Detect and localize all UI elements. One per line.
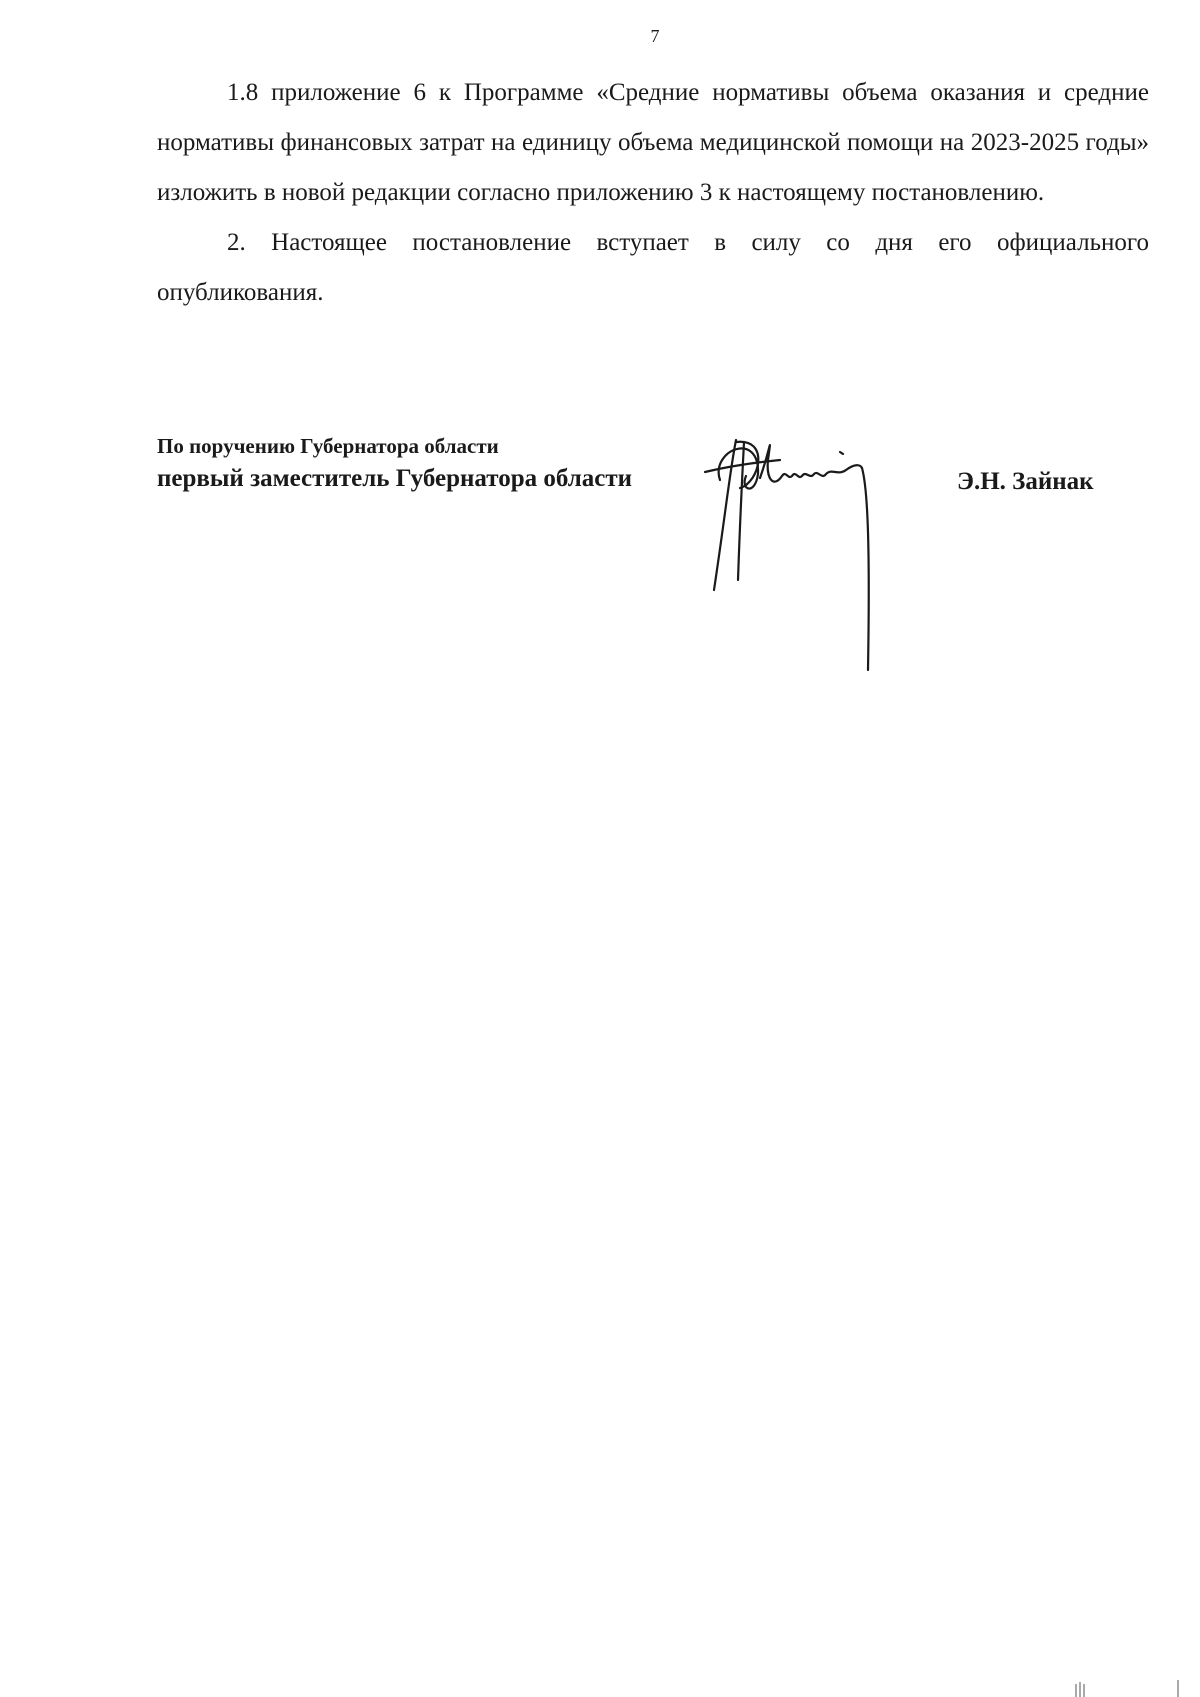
paragraph-2: 2. Настоящее постановление вступает в силу со дня его официального опубликования. bbox=[157, 229, 1149, 306]
document-body bbox=[157, 68, 1149, 318]
paragraph-1-8: 1.8 приложение 6 к Программе «Средние нормативы объема оказания и средние нормативы финансовых затрат на единицу объема медицинской помощи на 2023-2025 годы» изложить в новой редакции согласно приложению 3 к настоящему постановлению. bbox=[157, 79, 1149, 206]
signer-position: первый заместитель Губернатора области bbox=[157, 465, 633, 492]
scan-edge-marks bbox=[1070, 1680, 1190, 1697]
page-number: 7 bbox=[650, 26, 660, 46]
handwritten-signature-icon bbox=[700, 430, 940, 710]
signature-authority-line: По поручению Губернатора области bbox=[157, 434, 499, 458]
signer-name: Э.Н. Зайнак bbox=[957, 468, 1094, 495]
